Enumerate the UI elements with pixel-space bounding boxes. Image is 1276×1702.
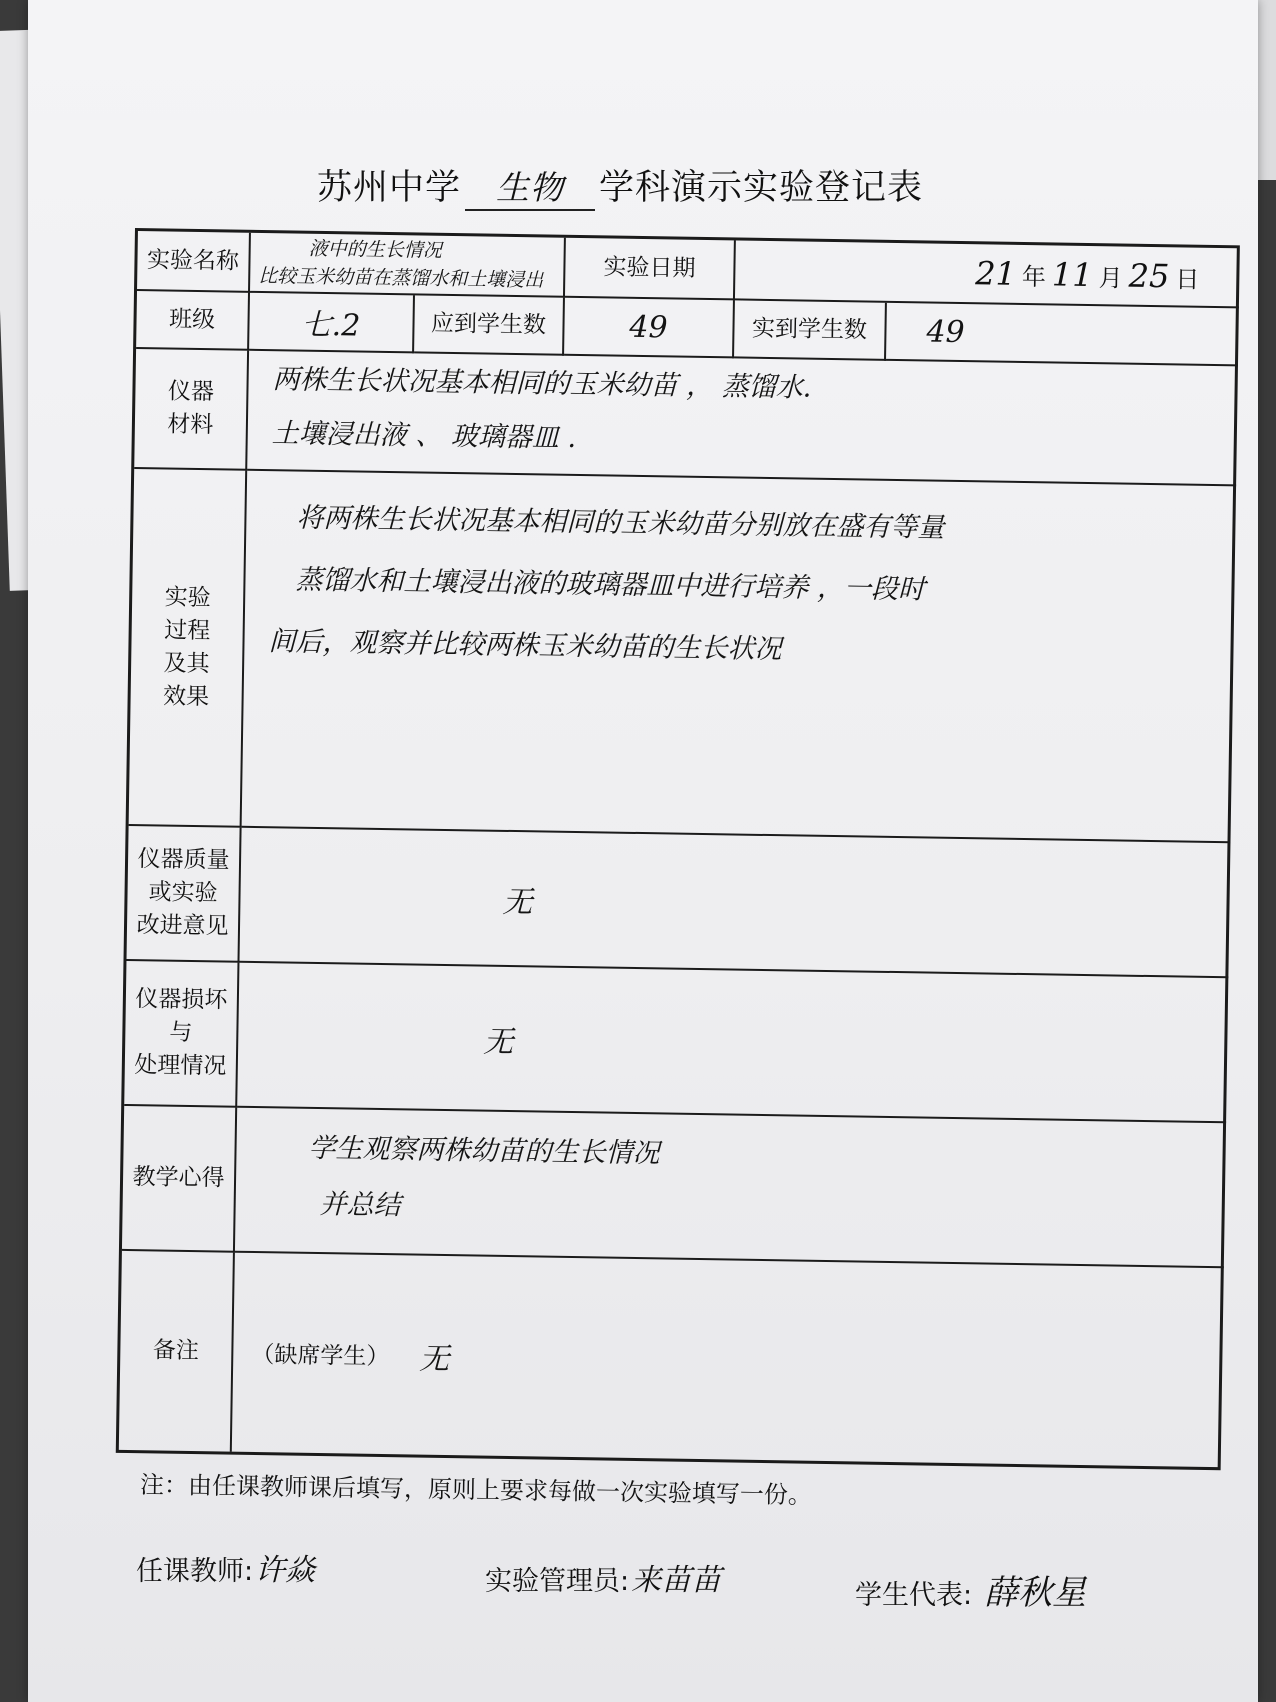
quality-label: 仪器质量 或实验 改进意见 xyxy=(126,826,241,963)
admin-signature-row xyxy=(485,1555,721,1599)
date-month: 11 xyxy=(1051,255,1093,295)
title-prefix: 苏州中学 xyxy=(316,168,461,208)
reflection-line2: 并总结 xyxy=(319,1189,401,1222)
actual-students-label: 实到学生数 xyxy=(734,300,887,360)
student-rep-signature-row xyxy=(855,1565,1086,1614)
footer-note: 注：由任课教师课后填写，原则上要求每做一次实验填写一份。 xyxy=(139,1470,813,1510)
damage-value: 无 xyxy=(237,963,1228,1124)
process-label: 实验 过程 及其 效果 xyxy=(129,469,248,828)
experiment-name-value xyxy=(250,233,566,298)
day-label: 日 xyxy=(1175,264,1200,294)
teacher-signature: 许焱 xyxy=(255,1553,316,1588)
student-rep-label: 学生代表: xyxy=(855,1580,973,1611)
remarks-label: 备注 xyxy=(119,1251,235,1452)
class-label: 班级 xyxy=(136,291,250,351)
expected-students-value: 49 xyxy=(564,298,735,359)
reflection-label: 教学心得 xyxy=(122,1106,237,1253)
registration-form xyxy=(116,228,1240,1470)
student-rep-signature: 薛秋星 xyxy=(984,1573,1087,1613)
month-label: 月 xyxy=(1098,263,1123,293)
equipment-label: 仪器 材料 xyxy=(134,349,249,471)
teacher-signature-row xyxy=(136,1545,315,1589)
experiment-name-line2: 比较玉米幼苗在蒸馏水和土壤浸出 xyxy=(258,264,544,292)
teacher-label: 任课教师: xyxy=(136,1556,254,1587)
equipment-value xyxy=(247,351,1238,487)
expected-students-label: 应到学生数 xyxy=(414,295,565,355)
equipment-line1: 两株生长状况基本相同的玉米幼苗 ， 蒸馏水. xyxy=(272,364,812,404)
process-line2: 蒸馏水和土壤浸出液的玻璃器皿中进行培养 ，一段时 xyxy=(295,564,926,606)
absent-students-value: 无 xyxy=(419,1341,450,1377)
admin-signature: 来苗苗 xyxy=(631,1563,722,1598)
process-value xyxy=(242,471,1236,843)
title-subject: 生物 xyxy=(465,162,595,211)
absent-students-label: （缺席学生） xyxy=(251,1341,390,1371)
reflection-value xyxy=(235,1108,1226,1269)
admin-label: 实验管理员: xyxy=(485,1566,630,1597)
process-line1: 将两株生长状况基本相同的玉米幼苗分别放在盛有等量 xyxy=(296,502,945,544)
experiment-name-label: 实验名称 xyxy=(137,231,251,293)
damage-label: 仪器损坏 与 处理情况 xyxy=(124,961,239,1108)
remarks-value xyxy=(232,1253,1224,1468)
quality-value: 无 xyxy=(239,828,1230,979)
equipment-line2: 土壤浸出液 、 玻璃器皿 . xyxy=(271,418,577,454)
date-year: 21 xyxy=(974,254,1017,293)
experiment-name-line1: 液中的生长情况 xyxy=(308,237,442,262)
reflection-line1: 学生观察两株幼苗的生长情况 xyxy=(308,1132,660,1170)
page-title xyxy=(200,160,1040,211)
date-day: 25 xyxy=(1128,256,1170,296)
actual-students-value: 49 xyxy=(886,303,1239,367)
experiment-date-value xyxy=(735,240,1240,308)
process-line3: 间后，观察并比较两株玉米幼苗的生长状况 xyxy=(268,626,782,666)
class-value: 七.2 xyxy=(249,293,415,354)
title-suffix: 学科演示实验登记表 xyxy=(599,168,924,208)
experiment-date-label: 实验日期 xyxy=(565,238,736,301)
year-label: 年 xyxy=(1021,262,1047,291)
